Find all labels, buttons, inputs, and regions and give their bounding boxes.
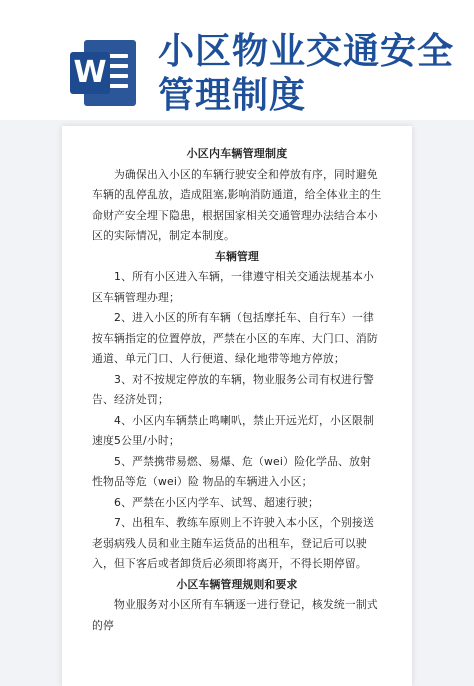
intro-paragraph: 为确保出入小区的车辆行驶安全和停放有序，同时避免车辆的乱停乱放，造成阻塞,影响消防通道，给全体业主的生命财产安全埋下隐患，根据国家相关交通管理办法结合本小区的实际情况，制定本制度。 (92, 167, 382, 242)
banner-title (158, 30, 468, 118)
rule-item: 4、小区内车辆禁止鸣喇叭，禁止开远光灯，小区限制速度5公里/小时； (92, 413, 374, 447)
banner (0, 0, 474, 120)
banner-title-line1: 小区物业交通安全 (158, 31, 455, 72)
rule-item: 3、对不按规定停放的车辆，物业服务公司有权进行警告、经济处罚； (92, 372, 374, 406)
word-document-icon (70, 40, 136, 106)
rule-item: 5、严禁携带易燃、易爆、危（wei）险化学品、放射性物品等危（wei）险 物品的车辆进入小区； (92, 454, 372, 488)
rule-item: 6、严禁在小区内学车、试驾、超速行驶； (114, 495, 320, 509)
last-paragraph: 物业服务对小区所有车辆逐一进行登记，核发统一制式的停 (92, 598, 378, 632)
rule-item: 7、出租车、教练车原则上不许驶入本小区，个别接送老弱病残人员和业主随车运货品的出租车，登记后可以驶入，但下客后或者卸货后必须即将离开，不得长期停留。 (92, 516, 374, 570)
section-heading-rules: 小区车辆管理规则和要求 (176, 577, 298, 591)
rule-item: 2、进入小区的所有车辆（包括摩托车、自行车）一律按车辆指定的位置停放，严禁在小区的车库、大门口、消防通道、单元门口、人行便道、绿化地带等地方停放； (92, 311, 378, 365)
document-title: 小区内车辆管理制度 (186, 147, 288, 160)
document-page (62, 126, 412, 686)
banner-title-line2: 管理制度 (158, 75, 307, 116)
document-content (62, 126, 412, 636)
word-badge: W (70, 52, 110, 94)
rule-item: 1、所有小区进入车辆，一律遵守相关交通法规基本小区车辆管理办理； (92, 270, 374, 304)
section-heading-vehicle-management: 车辆管理 (215, 249, 259, 263)
